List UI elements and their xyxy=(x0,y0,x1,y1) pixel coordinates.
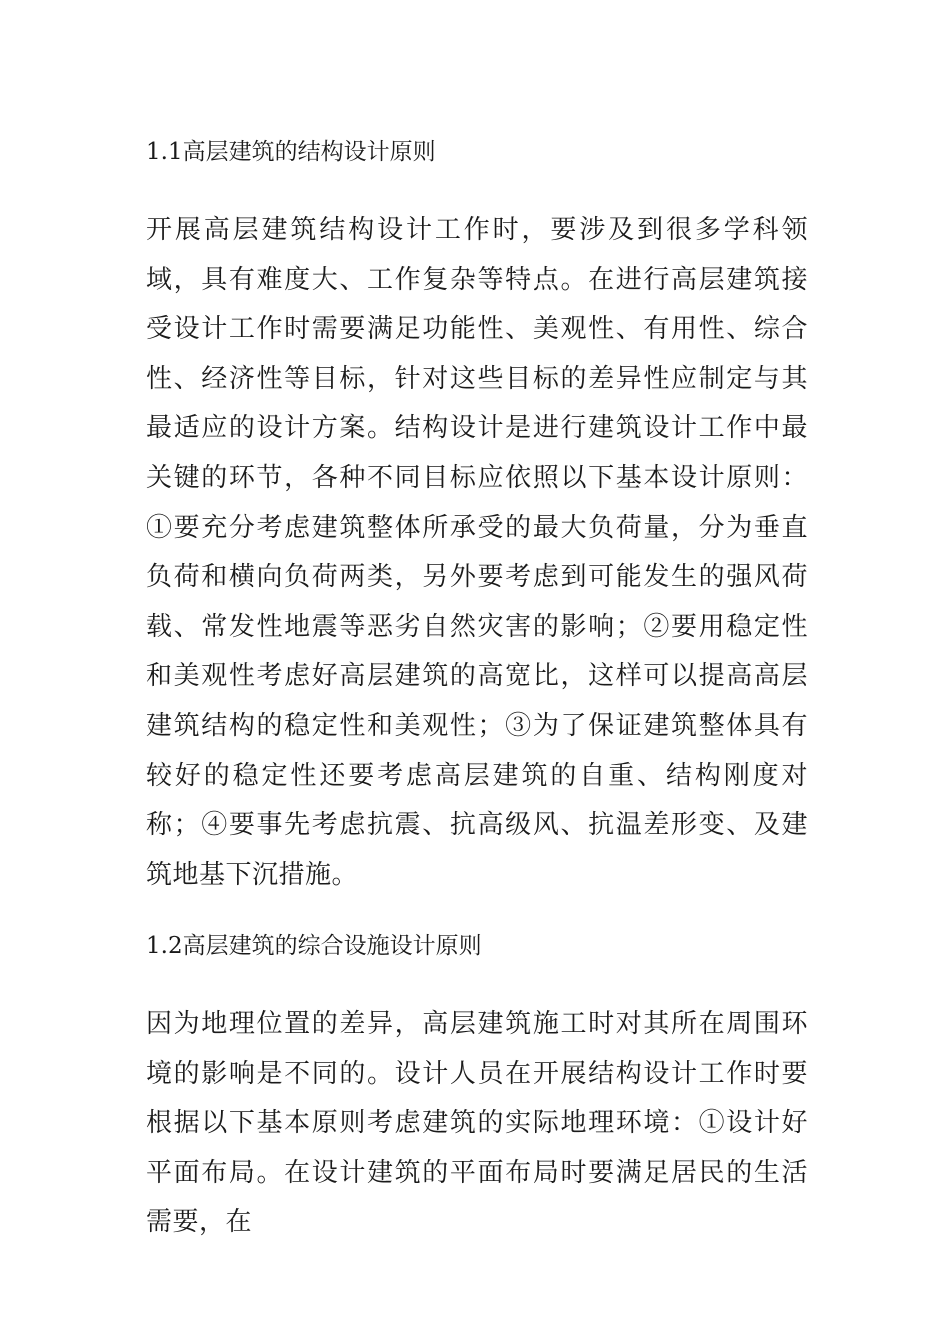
section-paragraph-1-2: 因为地理位置的差异，高层建筑施工时对其所在周围环境的影响是不同的。设计人员在开展结构设计工作时要根据以下基本原则考虑建筑的实际地理环境：①设计好平面布局。在设计建筑的平面布局时要满足居民的生活需要，在 xyxy=(146,1009,808,1238)
section-paragraph-1-1: 开展高层建筑结构设计工作时，要涉及到很多学科领域，具有难度大、工作复杂等特点。在进行高层建筑接受设计工作时需要满足功能性、美观性、有用性、综合性、经济性等目标，针对这些目标的差异性应制定与其最适应的设计方案。结构设计是进行建筑设计工作中最关键的环节，各种不同目标应依照以下基本设计原则：①要充分考虑建筑整体所承受的最大负荷量，分为垂直负荷和横向负荷两类，另外要考虑到可能发生的强风荷载、常发性地震等恶劣自然灾害的影响；②要用稳定性和美观性考虑好高层建筑的高宽比，这样可以提高高层建筑结构的稳定性和美观性；③为了保证建筑整体具有较好的稳定性还要考虑高层建筑的自重、结构刚度对称；④要事先考虑抗震、抗高级风、抗温差形变、及建筑地基下沉措施。 xyxy=(146,215,808,890)
section-heading-1-2: 1.2高层建筑的综合设施设计原则 xyxy=(146,933,482,959)
section-heading-1-1: 1.1高层建筑的结构设计原则 xyxy=(146,139,436,165)
